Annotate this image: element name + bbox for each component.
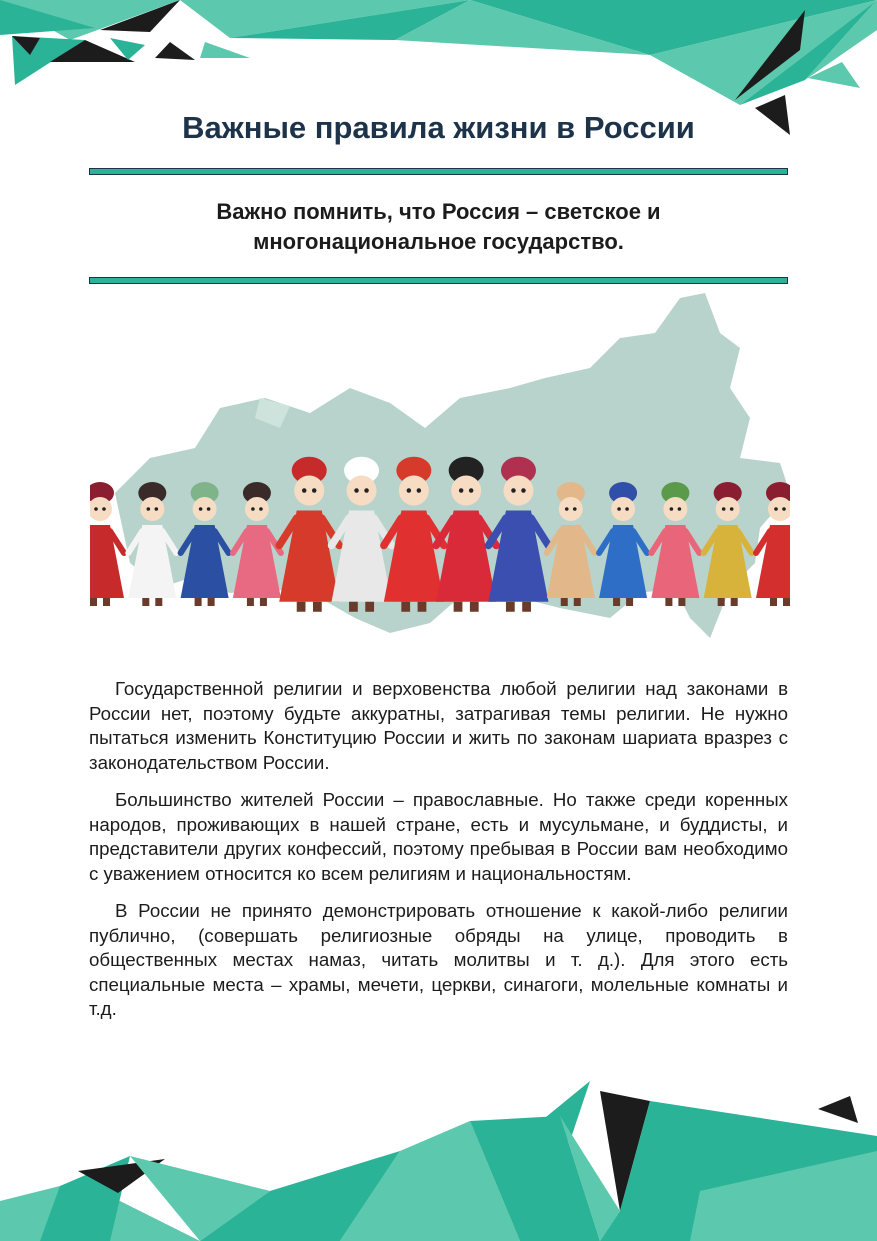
russia-map-with-dolls-icon [90,288,790,664]
divider [89,168,788,175]
divider [89,277,788,284]
subtitle-line-1: Важно помнить, что Россия – светское и [216,199,661,224]
subtitle-line-2: многонациональное государство. [253,229,624,254]
paragraph: В России не принято демонстрировать отношение к какой-либо религии публично, (совершать религиозные обряды на улице, проводить в общественных местах намаз, читать молитвы и т. д.). Для этого есть специальные места – храмы, мечети, церкви, синагоги, молельные комнаты и т.д. [89,900,788,1019]
paragraph: Большинство жителей России – православные. Но также среди коренных народов, проживающих в нашей стране, есть и мусульмане, и буддисты, и представители других конфессий, поэтому пребывая в России вам необходимо с уважением относится ко всем религиям и национальностям. [89,789,788,884]
page-subtitle [120,197,757,257]
page-title: Важные правила жизни в России [182,110,695,145]
bottom-decoration [0,1081,877,1241]
body-text [89,677,788,1035]
paragraph: Государственной религии и верховенства любой религии над законами в России нет, поэтому будьте аккуратны, затрагивая темы религии. Не нужно пытаться изменить Конституцию России и жить по законам шариата вразрез с законодательством России. [89,678,788,773]
